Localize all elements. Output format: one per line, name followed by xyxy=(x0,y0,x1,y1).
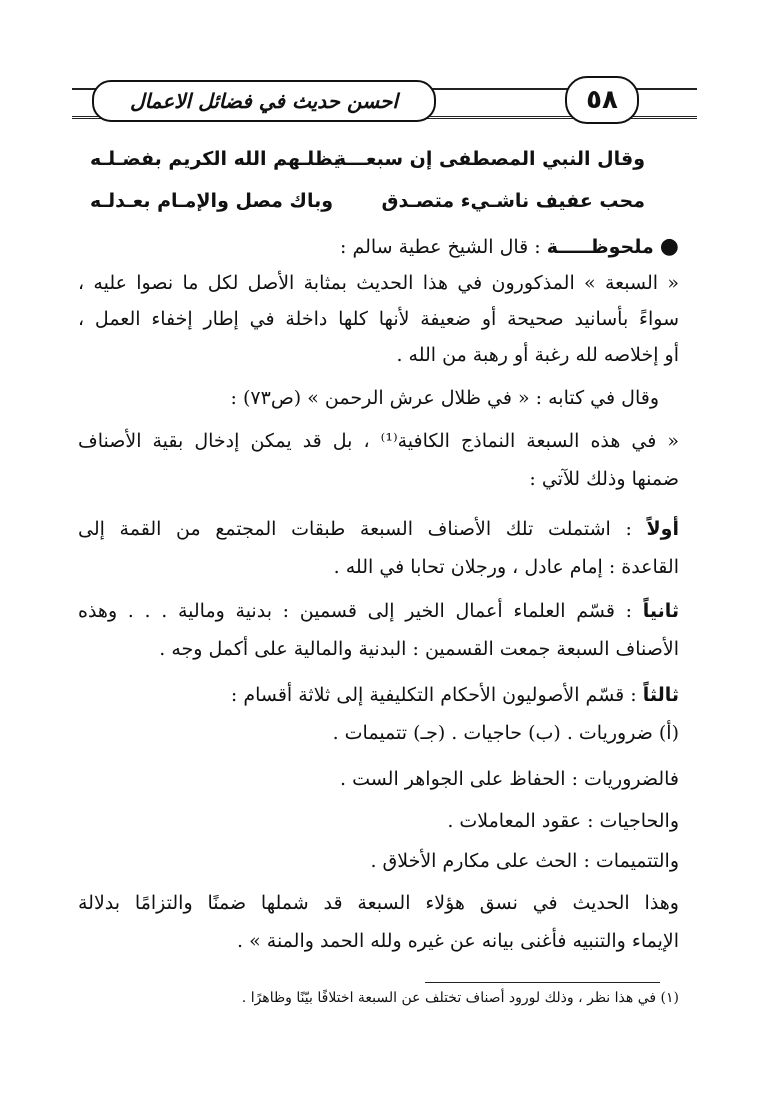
note-text: : قال الشيخ عطية سالم : xyxy=(340,236,547,258)
verse-first-hemistich: محب عفيف ناشـيء متصـدق xyxy=(381,190,645,212)
text-line: ضمنها وذلك للآتي : xyxy=(529,468,679,490)
text-line: (أ) ضروريات . (ب) حاجيات . (جـ) تتميمات . xyxy=(332,722,679,744)
footnote: (١) في هذا نظر ، وذلك لورود أصناف تختلف عن السبعة اختلافًا بيّنًا وظاهرًا . xyxy=(241,990,679,1006)
text-line: « السبعة » المذكورون في هذا الحديث بمثابة الأصل لكل ما نصوا عليه ، xyxy=(78,272,679,294)
text-line: القاعدة : إمام عادل ، ورجلان تحابا في الله . xyxy=(333,556,679,578)
text-line: وهذا الحديث في نسق هؤلاء السبعة قد شملها ضمنًا والتزامًا بدلالة xyxy=(78,892,679,914)
book-title: احسن حديث في فضائل الاعمال xyxy=(92,80,436,122)
text-line: والتتميمات : الحث على مكارم الأخلاق . xyxy=(370,850,679,872)
verse-second-hemistich: وباك مصل والإمـام بعـدلـه xyxy=(90,190,334,212)
text-line: سواءً بأسانيد صحيحة أو ضعيفة لأنها كلها داخلة في إطار إخفاء العمل ، xyxy=(78,308,679,330)
note-heading xyxy=(340,234,679,259)
third-label: ثالثاً xyxy=(642,684,679,706)
verse-second-hemistich: يظلـهم الله الكريم بفضـلـه xyxy=(90,148,341,170)
first-text: : اشتملت تلك الأصناف السبعة طبقات المجتمع من القمة إلى xyxy=(78,518,647,540)
page-number: ٥٨ xyxy=(565,76,639,124)
second-label: ثانياً xyxy=(642,600,679,622)
note-label: ملحوظـــــة xyxy=(546,236,654,258)
third-text: : قسّم الأصوليون الأحكام التكليفية إلى ثلاثة أقسام : xyxy=(230,684,643,706)
text-line: الإيماء والتنبيه فأغنى بيانه عن غيره ولله الحمد والمنة » . xyxy=(237,930,679,952)
text-line: « في هذه السبعة النماذج الكافية⁽¹⁾ ، بل قد يمكن إدخال بقية الأصناف xyxy=(78,430,679,452)
text-line xyxy=(231,684,679,706)
text-line xyxy=(78,518,679,540)
page-header xyxy=(72,70,697,128)
text-line: أو إخلاصه لله رغبة أو رهبة من الله . xyxy=(396,344,679,366)
verse-first-hemistich: وقال النبي المصطفى إن سبعـــة xyxy=(334,148,645,170)
bullet-icon: ● xyxy=(659,234,679,259)
poem-verse xyxy=(90,190,645,224)
footnote-separator xyxy=(425,982,660,983)
text-line: والحاجيات : عقود المعاملات . xyxy=(447,810,679,832)
text-line: الأصناف السبعة جمعت القسمين : البدنية والمالية على أكمل وجه . xyxy=(159,638,679,660)
text-line xyxy=(78,600,679,622)
text-line: فالضروريات : الحفاظ على الجواهر الست . xyxy=(340,768,679,790)
poem-verse xyxy=(90,148,645,182)
second-text: : قسّم العلماء أعمال الخير إلى قسمين : بدنية ومالية . . . وهذه xyxy=(78,600,643,622)
first-label: أولاً xyxy=(646,518,679,540)
text-line: وقال في كتابه : « في ظلال عرش الرحمن » (ص٧٣) : xyxy=(230,387,659,409)
